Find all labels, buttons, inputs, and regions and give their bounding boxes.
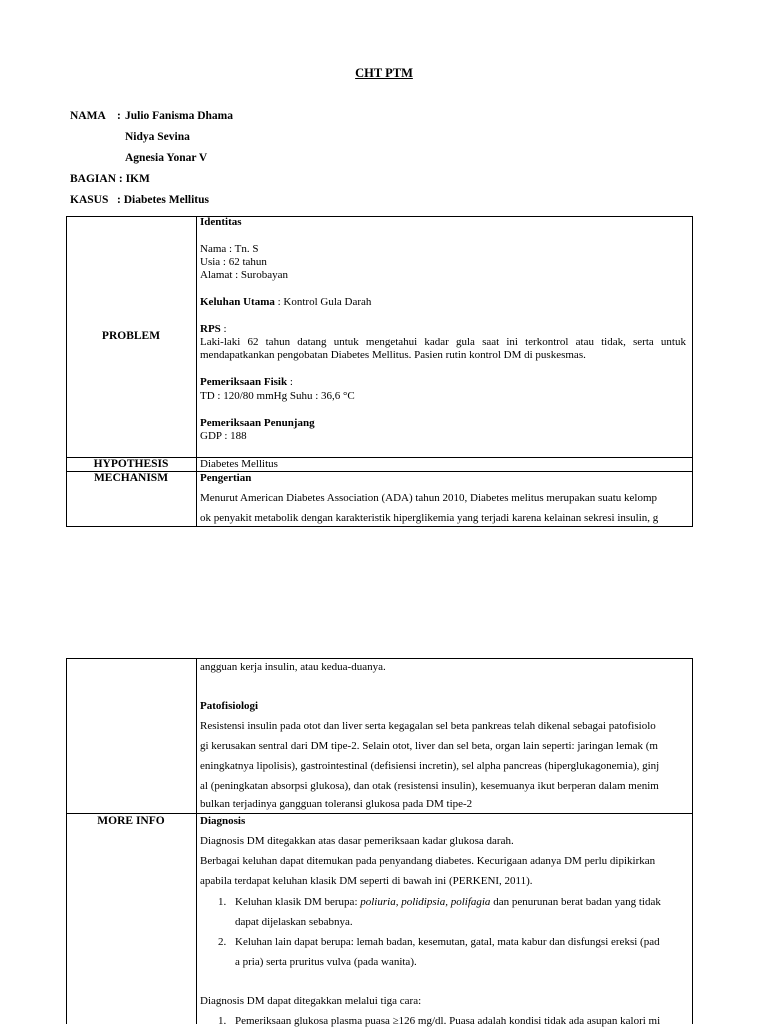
- table-column-divider: [196, 658, 197, 1024]
- physical-exam-sep: :: [287, 376, 293, 388]
- nama-label: NAMA: [70, 110, 106, 122]
- hypothesis-value: Diabetes Mellitus: [200, 458, 278, 470]
- list-number: 1.: [218, 896, 227, 908]
- pengertian-text-line: Menurut American Diabetes Association (ADA) tahun 2010, Diabetes melitus merupakan suatu kelomp: [200, 492, 658, 504]
- patofisiologi-text-line: bulkan terjadinya gangguan toleransi glukosa pada DM tipe-2: [200, 798, 473, 810]
- list-number: 2.: [218, 936, 227, 948]
- rps-heading: [200, 323, 686, 336]
- hypothesis-label: HYPOTHESIS: [93, 458, 169, 470]
- author-name-2: Nidya Sevina: [125, 131, 190, 143]
- pengertian-heading: Pengertian: [200, 472, 252, 484]
- diagnosis-text: Diagnosis DM ditegakkan atas dasar pemeriksaan kadar glukosa darah.: [200, 835, 514, 847]
- list-text: Keluhan lain dapat berupa: lemah badan, kesemutan, gatal, mata kabur dan disfungsi ereksi (pad: [235, 936, 660, 948]
- lab-exam-heading: Pemeriksaan Penunjang: [200, 417, 315, 429]
- list-text-italic: poliuria, polidipsia, polifagia: [360, 896, 491, 908]
- diagnosis-text: Berbagai keluhan dapat ditemukan pada penyandang diabetes. Kecurigaan adanya DM perlu dipikirkan: [200, 855, 656, 867]
- patient-name: Nama : Tn. S: [200, 243, 259, 255]
- identitas-heading: Identitas: [200, 216, 242, 228]
- author-name-3: Agnesia Yonar V: [125, 152, 208, 164]
- patofisiologi-text-line: al (peningkatan absorpsi glukosa), dan otak (resistensi insulin), kesemuanya ikut berperan dalam menim: [200, 780, 659, 792]
- table-border-right: [692, 658, 693, 1024]
- patofisiologi-text-line: eningkatnya lipolisis), gastrointestinal (defisiensi incretin), sel alpha pancreas (hiperglukagonemia), ginj: [200, 760, 660, 772]
- bagian-line: BAGIAN : IKM: [70, 173, 150, 185]
- table-border-right: [692, 216, 693, 527]
- pengertian-text-line: ok penyakit metabolik dengan karakteristik hiperglikemia yang terjadi karena kelainan sekresi insulin, g: [200, 512, 659, 524]
- diagnosis-heading: Diagnosis: [200, 815, 246, 827]
- document-title: CHT PTM: [355, 66, 413, 80]
- chief-complaint-value: : Kontrol Gula Darah: [274, 296, 372, 308]
- kasus-label: KASUS: [70, 194, 109, 206]
- list-text: a pria) serta pruritus vulva (pada wanita).: [235, 956, 417, 968]
- patofisiologi-text-line: gi kerusakan sentral dari DM tipe-2. Selain otot, liver dan sel beta, organ lain seperti: jaringan lemak (m: [200, 740, 658, 752]
- patient-address: Alamat : Surobayan: [200, 269, 288, 281]
- patofisiologi-text-line: Resistensi insulin pada otot dan liver serta kegagalan sel beta pankreas telah dikenal sebagai patofisiolo: [200, 720, 656, 732]
- rps-sep: :: [220, 323, 227, 335]
- rps-text: Laki-laki 62 tahun datang untuk mengetahui kadar gula saat ini terkontrol atau tidak, serta untuk mendapatkankan pengobatan Diabetes Mellitus. Pasien rutin kontrol DM di puskesmas.: [200, 336, 686, 362]
- rps-label: RPS: [200, 323, 221, 335]
- physical-exam-heading: [200, 376, 686, 389]
- lab-exam-value: GDP : 188: [200, 430, 247, 442]
- list-number: 1.: [218, 1015, 227, 1027]
- physical-exam-value: TD : 120/80 mmHg Suhu : 36,6 °C: [200, 390, 355, 402]
- chief-complaint: [200, 296, 686, 309]
- list-text-pre: Keluhan klasik DM berupa:: [235, 896, 361, 908]
- patient-age: Usia : 62 tahun: [200, 256, 267, 268]
- chief-complaint-label: Keluhan Utama: [200, 296, 275, 308]
- list-text: [235, 892, 687, 912]
- table-border-left: [66, 658, 67, 1024]
- patofisiologi-heading: Patofisiologi: [200, 700, 259, 712]
- table-column-divider: [196, 216, 197, 527]
- author-name-1: Julio Fanisma Dhama: [125, 110, 233, 122]
- more-info-label: MORE INFO: [97, 815, 165, 827]
- mechanism-label: MECHANISM: [93, 472, 169, 484]
- kasus-value: : Diabetes Mellitus: [117, 194, 209, 206]
- nama-sep: :: [117, 110, 121, 122]
- diagnosis-text: apabila terdapat keluhan klasik DM seperti di bawah ini (PERKENI, 2011).: [200, 875, 533, 887]
- physical-exam-label: Pemeriksaan Fisik: [200, 376, 288, 388]
- diagnosis-text: Diagnosis DM dapat ditegakkan melalui tiga cara:: [200, 995, 422, 1007]
- list-text: dapat dijelaskan sebabnya.: [235, 916, 353, 928]
- list-text-post: dan penurunan berat badan yang tidak: [490, 896, 661, 908]
- list-text: Pemeriksaan glukosa plasma puasa ≥126 mg/dl. Puasa adalah kondisi tidak ada asupan kalori mi: [235, 1015, 661, 1027]
- problem-label: PROBLEM: [101, 330, 161, 342]
- pengertian-text-line: angguan kerja insulin, atau kedua-duanya.: [200, 661, 386, 673]
